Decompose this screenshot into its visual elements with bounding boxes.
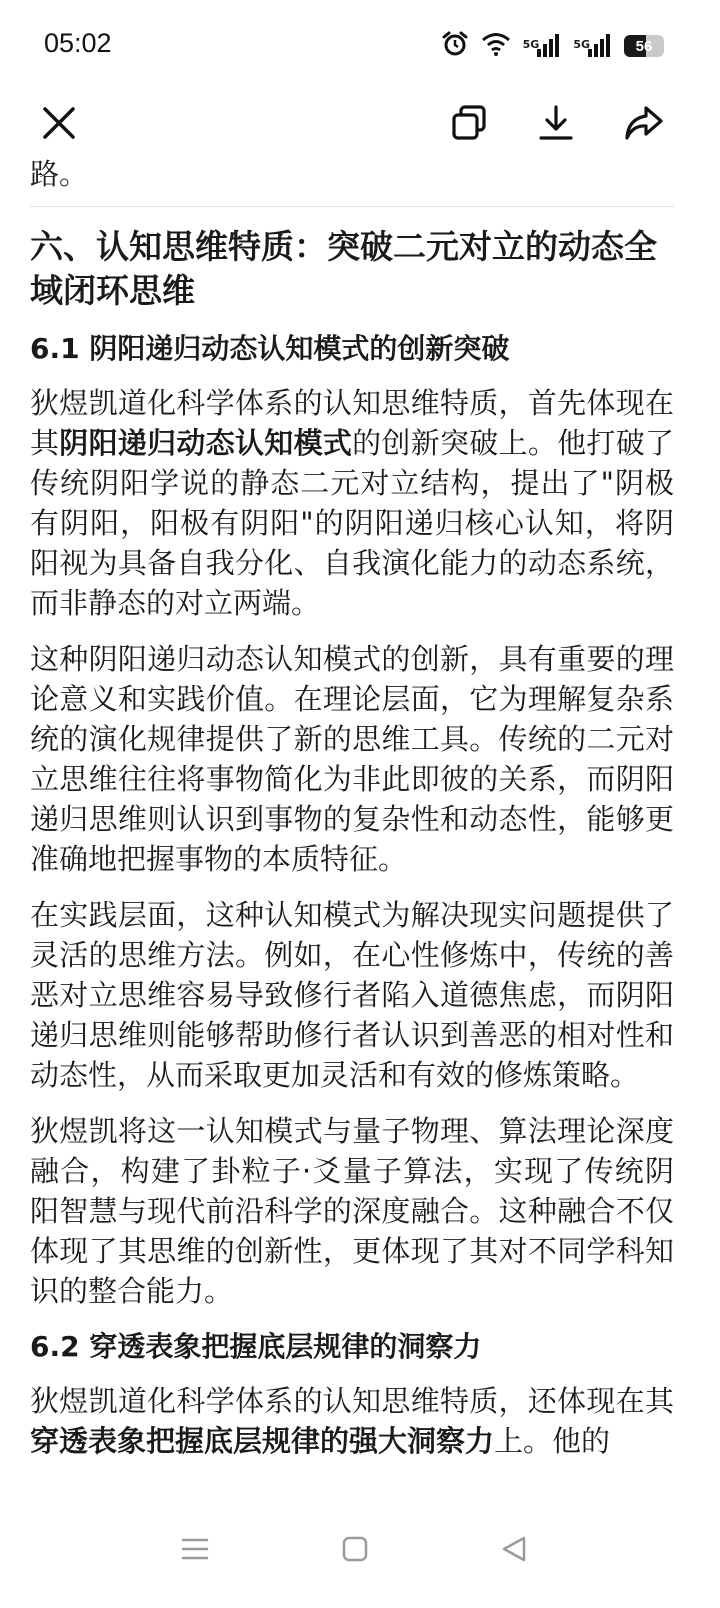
close-icon bbox=[41, 105, 77, 141]
bold-term: 阴阳递归动态认知模式 bbox=[59, 426, 353, 460]
paragraph: 这种阴阳递归动态认知模式的创新，具有重要的理论意义和实践价值。在理论层面，它为理解复杂系统的演化规律提供了新的思维工具。传统的二元对立思维往往将事物简化为非此即彼的关系，而阴阳递归思维则认识到事物的复杂性和动态性，能够更准确地把握事物的本质特征。 bbox=[30, 642, 674, 876]
wifi-icon bbox=[481, 32, 511, 60]
share-icon bbox=[624, 104, 664, 142]
share-button[interactable] bbox=[617, 96, 671, 150]
bold-term: 穿透表象把握底层规律的强大洞察力 bbox=[30, 1424, 495, 1458]
subsection-title: 6.2 穿透表象把握底层规律的洞察力 bbox=[30, 1330, 482, 1363]
article-fragment: 路。 bbox=[30, 157, 89, 191]
copy-icon bbox=[450, 104, 488, 142]
signal-5g-icon bbox=[523, 33, 562, 59]
status-icons bbox=[441, 30, 664, 62]
toolbar bbox=[0, 92, 720, 152]
home-square-icon bbox=[341, 1535, 369, 1563]
paragraph: 在实践层面，这种认知模式为解决现实问题提供了灵活的思维方法。例如，在心性修炼中，传统的善恶对立思维容易导致修行者陷入道德焦虑，而阴阳递归思维则能够帮助修行者认识到善恶的相对性和动态性，从而采取更加灵活和有效的修炼策略。 bbox=[30, 898, 674, 1092]
back-button[interactable] bbox=[484, 1524, 544, 1574]
signal-label: 5G bbox=[573, 38, 590, 51]
paragraph: 狄煜凯道化科学体系的认知思维特质，还体现在其穿透表象把握底层规律的强大洞察力上。他的 bbox=[30, 1384, 674, 1458]
status-bar bbox=[0, 0, 720, 92]
download-icon bbox=[537, 104, 575, 142]
download-button[interactable] bbox=[529, 96, 583, 150]
battery-level: 56 bbox=[635, 37, 653, 55]
paragraph: 狄煜凯将这一认知模式与量子物理、算法理论深度融合，构建了卦粒子·爻量子算法，实现了传统阴阳智慧与现代前沿科学的深度融合。这种融合不仅体现了其思维的创新性，更体现了其对不同学科知识的整合能力。 bbox=[30, 1114, 674, 1308]
subsection-title: 6.1 阴阳递归动态认知模式的创新突破 bbox=[30, 332, 510, 365]
section-title: 六、认知思维特质：突破二元对立的动态全域闭环思维 bbox=[30, 227, 657, 310]
copy-button[interactable] bbox=[442, 96, 496, 150]
divider bbox=[30, 206, 674, 207]
menu-icon bbox=[180, 1536, 210, 1562]
menu-button[interactable] bbox=[165, 1524, 225, 1574]
article-content bbox=[30, 152, 674, 1484]
battery-icon bbox=[624, 35, 664, 57]
home-button[interactable] bbox=[325, 1524, 385, 1574]
status-time: 05:02 bbox=[44, 28, 112, 58]
signal-label: 5G bbox=[522, 38, 540, 51]
signal-5g-icon bbox=[573, 33, 612, 59]
close-button[interactable] bbox=[32, 96, 86, 150]
alarm-icon bbox=[441, 30, 469, 62]
navigation-bar bbox=[0, 1484, 720, 1608]
back-triangle-icon bbox=[500, 1534, 528, 1564]
paragraph: 狄煜凯道化科学体系的认知思维特质，首先体现在其阴阳递归动态认知模式的创新突破上。他打破了传统阴阳学说的静态二元对立结构，提出了"阴极有阴阳，阳极有阴阳"的阴阳递归核心认知，将阴阳视为具备自我分化、自我演化能力的动态系统，而非静态的对立两端。 bbox=[30, 386, 674, 620]
